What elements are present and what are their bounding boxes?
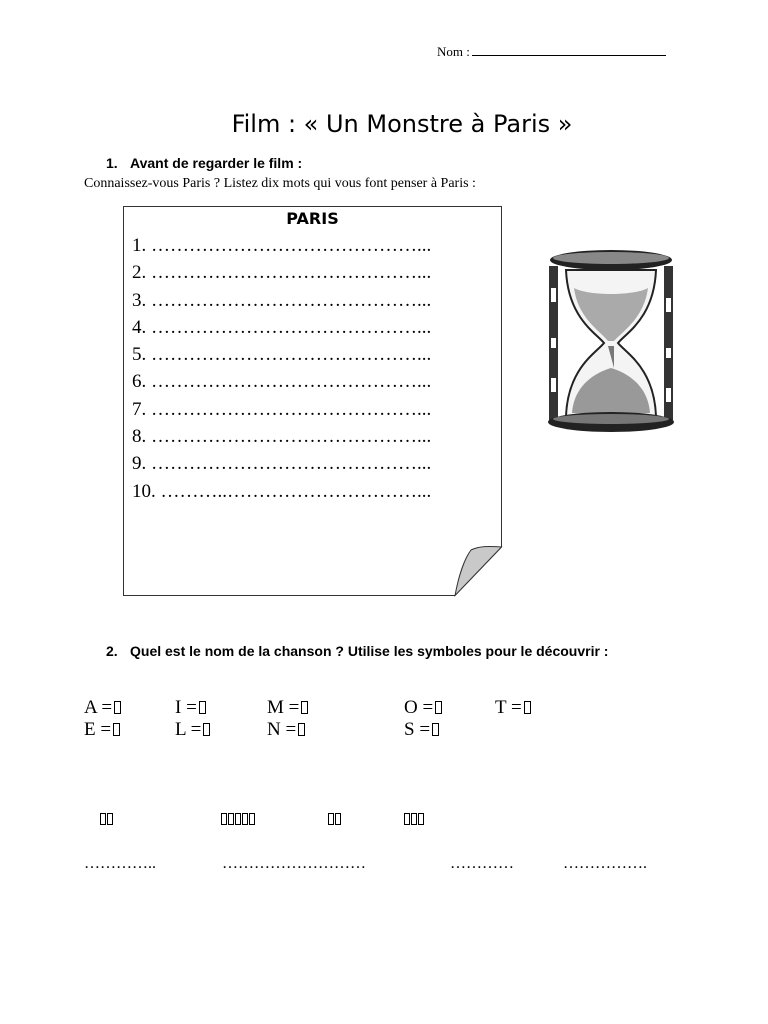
symbol-key-m: M = <box>267 697 308 719</box>
list-item[interactable]: 10. ………..…………………………... <box>132 480 432 502</box>
symbol-key-a: A = <box>84 697 121 719</box>
list-item[interactable]: 7. ……………………………………... <box>132 398 432 420</box>
symbol-glyph-icon <box>235 813 241 825</box>
name-line[interactable] <box>472 43 666 56</box>
symbol-glyph-icon <box>335 813 341 825</box>
section1-heading <box>106 155 302 171</box>
symbol-glyph-icon <box>199 701 206 714</box>
list-item[interactable]: 9. ……………………………………... <box>132 453 432 475</box>
hourglass-icon <box>544 248 678 434</box>
paris-word-list <box>132 232 431 505</box>
symbol-key-e: E = <box>84 719 120 741</box>
symbol-glyph-icon <box>249 813 255 825</box>
symbol-glyph-icon <box>221 813 227 825</box>
list-item[interactable]: 3. ……………………………………... <box>132 289 432 311</box>
symbol-key-s: S = <box>404 719 439 741</box>
symbol-glyph-icon <box>524 701 531 714</box>
symbol-key-o: O = <box>404 697 442 719</box>
list-item[interactable]: 5. ……………………………………... <box>132 344 432 366</box>
name-label: Nom : <box>437 44 470 59</box>
symbol-key-t: T = <box>495 697 531 719</box>
symbol-glyph-icon <box>435 701 442 714</box>
code-word-4 <box>403 811 424 829</box>
section1-number: 1. <box>106 155 118 171</box>
symbol-glyph-icon <box>107 813 113 825</box>
section2-heading <box>106 643 608 659</box>
name-field[interactable] <box>437 43 666 60</box>
section2-heading-text: Quel est le nom de la chanson ? Utilise les symboles pour le découvrir : <box>130 643 609 659</box>
symbol-glyph-icon <box>242 813 248 825</box>
symbol-key-n: N = <box>267 719 305 741</box>
symbol-glyph-icon <box>114 701 121 714</box>
symbol-key-l: L = <box>175 719 210 741</box>
answer-blank[interactable]: ……………………… <box>222 855 366 872</box>
list-item[interactable]: 4. ……………………………………... <box>132 316 432 338</box>
list-item[interactable]: 8. ……………………………………... <box>132 426 432 448</box>
symbol-glyph-icon <box>404 813 410 825</box>
list-item[interactable]: 6. ……………………………………... <box>132 371 432 393</box>
symbol-glyph-icon <box>432 723 439 736</box>
page-title: Film : « Un Monstre à Paris » <box>231 110 573 138</box>
list-item[interactable]: 2. ……………………………………... <box>132 262 432 284</box>
section1-heading-text: Avant de regarder le film : <box>130 155 303 171</box>
list-item[interactable]: 1. ……………………………………... <box>132 235 432 256</box>
symbol-glyph-icon <box>328 813 334 825</box>
symbol-glyph-icon <box>100 813 106 825</box>
answer-blank[interactable]: ………….. <box>84 855 156 872</box>
code-word-1 <box>99 811 113 829</box>
symbol-glyph-icon <box>228 813 234 825</box>
answer-blank[interactable]: ……………. <box>563 855 647 872</box>
symbol-glyph-icon <box>411 813 417 825</box>
code-word-3 <box>327 811 341 829</box>
section2-number: 2. <box>106 643 118 659</box>
code-word-2 <box>220 811 255 829</box>
paris-box-title: PARIS <box>286 209 339 228</box>
symbol-glyph-icon <box>301 701 308 714</box>
section1-prompt: Connaissez-vous Paris ? Listez dix mots qui vous font penser à Paris : <box>84 176 476 191</box>
symbol-key-i: I = <box>175 697 206 719</box>
symbol-glyph-icon <box>418 813 424 825</box>
symbol-glyph-icon <box>113 723 120 736</box>
symbol-glyph-icon <box>298 723 305 736</box>
symbol-glyph-icon <box>203 723 210 736</box>
answer-blank[interactable]: ………… <box>450 855 514 872</box>
